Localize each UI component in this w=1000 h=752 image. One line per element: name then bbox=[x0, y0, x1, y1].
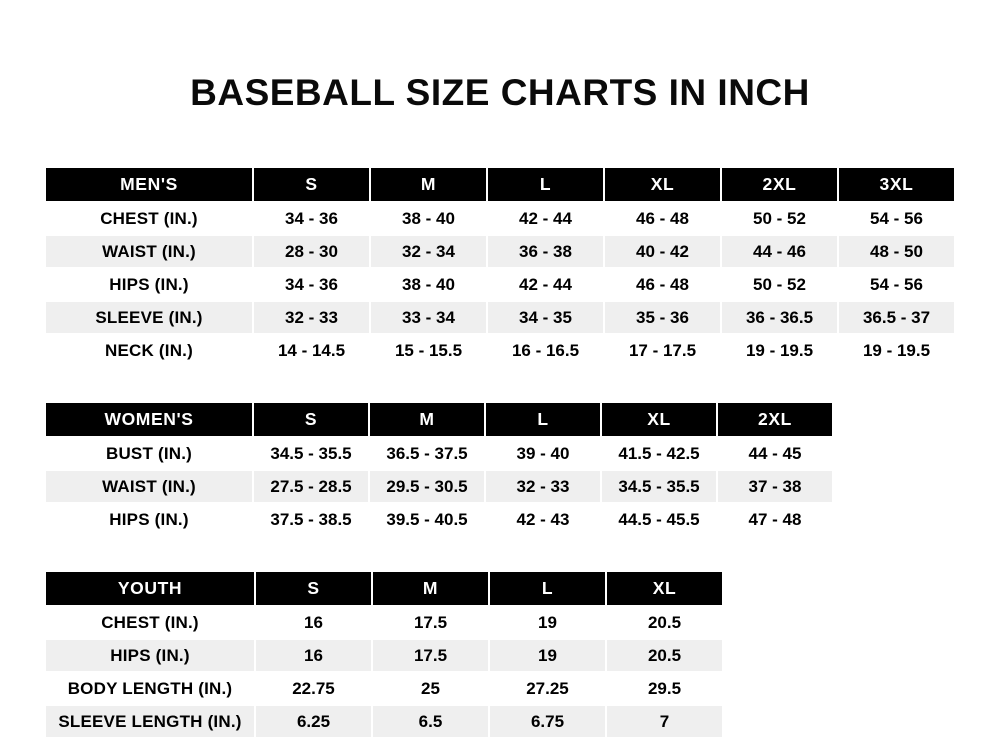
cell: 32 - 33 bbox=[485, 470, 601, 503]
table-row bbox=[45, 235, 955, 268]
cell: 48 - 50 bbox=[838, 235, 955, 268]
youth-header-s: S bbox=[255, 571, 372, 606]
table-row bbox=[45, 202, 955, 235]
cell: 50 - 52 bbox=[721, 202, 838, 235]
cell: 40 - 42 bbox=[604, 235, 721, 268]
youth-header-xl: XL bbox=[606, 571, 723, 606]
cell: 34.5 - 35.5 bbox=[253, 437, 369, 470]
mens-header-s: S bbox=[253, 167, 370, 202]
table-spacer bbox=[44, 537, 956, 570]
cell: 17.5 bbox=[372, 606, 489, 639]
cell: 32 - 34 bbox=[370, 235, 487, 268]
cell: 16 - 16.5 bbox=[487, 334, 604, 367]
row-label: HIPS (IN.) bbox=[45, 639, 255, 672]
cell: 38 - 40 bbox=[370, 268, 487, 301]
mens-header-l: L bbox=[487, 167, 604, 202]
table-row bbox=[45, 334, 955, 367]
cell: 34 - 36 bbox=[253, 202, 370, 235]
mens-header-category: MEN'S bbox=[45, 167, 253, 202]
cell: 29.5 - 30.5 bbox=[369, 470, 485, 503]
row-label: BODY LENGTH (IN.) bbox=[45, 672, 255, 705]
cell: 27.25 bbox=[489, 672, 606, 705]
mens-header-row bbox=[45, 167, 955, 202]
cell: 19 - 19.5 bbox=[721, 334, 838, 367]
cell: 17.5 bbox=[372, 639, 489, 672]
cell: 17 - 17.5 bbox=[604, 334, 721, 367]
youth-table-head bbox=[45, 571, 723, 606]
cell: 39 - 40 bbox=[485, 437, 601, 470]
cell: 39.5 - 40.5 bbox=[369, 503, 485, 536]
table-row bbox=[45, 503, 833, 536]
cell: 37 - 38 bbox=[717, 470, 833, 503]
cell: 42 - 43 bbox=[485, 503, 601, 536]
row-label: NECK (IN.) bbox=[45, 334, 253, 367]
table-row bbox=[45, 639, 723, 672]
cell: 33 - 34 bbox=[370, 301, 487, 334]
mens-header-3xl: 3XL bbox=[838, 167, 955, 202]
cell: 36 - 36.5 bbox=[721, 301, 838, 334]
cell: 54 - 56 bbox=[838, 268, 955, 301]
cell: 16 bbox=[255, 606, 372, 639]
womens-header-xl: XL bbox=[601, 402, 717, 437]
table-row bbox=[45, 301, 955, 334]
cell: 27.5 - 28.5 bbox=[253, 470, 369, 503]
table-row bbox=[45, 606, 723, 639]
cell: 44.5 - 45.5 bbox=[601, 503, 717, 536]
cell: 6.5 bbox=[372, 705, 489, 738]
table-row bbox=[45, 672, 723, 705]
row-label: WAIST (IN.) bbox=[45, 235, 253, 268]
cell: 41.5 - 42.5 bbox=[601, 437, 717, 470]
row-label: BUST (IN.) bbox=[45, 437, 253, 470]
cell: 47 - 48 bbox=[717, 503, 833, 536]
cell: 28 - 30 bbox=[253, 235, 370, 268]
table-row bbox=[45, 470, 833, 503]
womens-header-s: S bbox=[253, 402, 369, 437]
womens-header-l: L bbox=[485, 402, 601, 437]
mens-header-xl: XL bbox=[604, 167, 721, 202]
youth-header-m: M bbox=[372, 571, 489, 606]
mens-header-2xl: 2XL bbox=[721, 167, 838, 202]
cell: 32 - 33 bbox=[253, 301, 370, 334]
cell: 36.5 - 37.5 bbox=[369, 437, 485, 470]
youth-table-body bbox=[45, 606, 723, 738]
womens-table-body bbox=[45, 437, 833, 536]
row-label: HIPS (IN.) bbox=[45, 503, 253, 536]
womens-header-m: M bbox=[369, 402, 485, 437]
womens-header-category: WOMEN'S bbox=[45, 402, 253, 437]
cell: 22.75 bbox=[255, 672, 372, 705]
youth-header-category: YOUTH bbox=[45, 571, 255, 606]
cell: 19 bbox=[489, 606, 606, 639]
cell: 44 - 46 bbox=[721, 235, 838, 268]
cell: 19 - 19.5 bbox=[838, 334, 955, 367]
cell: 42 - 44 bbox=[487, 268, 604, 301]
cell: 6.25 bbox=[255, 705, 372, 738]
row-label: SLEEVE (IN.) bbox=[45, 301, 253, 334]
cell: 46 - 48 bbox=[604, 268, 721, 301]
cell: 34.5 - 35.5 bbox=[601, 470, 717, 503]
table-row bbox=[45, 705, 723, 738]
row-label: CHEST (IN.) bbox=[45, 202, 253, 235]
youth-header-row bbox=[45, 571, 723, 606]
mens-table-head bbox=[45, 167, 955, 202]
tables-container bbox=[0, 166, 1000, 739]
womens-header-row bbox=[45, 402, 833, 437]
cell: 36 - 38 bbox=[487, 235, 604, 268]
row-label: WAIST (IN.) bbox=[45, 470, 253, 503]
cell: 6.75 bbox=[489, 705, 606, 738]
youth-header-l: L bbox=[489, 571, 606, 606]
row-label: HIPS (IN.) bbox=[45, 268, 253, 301]
cell: 42 - 44 bbox=[487, 202, 604, 235]
cell: 15 - 15.5 bbox=[370, 334, 487, 367]
cell: 19 bbox=[489, 639, 606, 672]
cell: 54 - 56 bbox=[838, 202, 955, 235]
cell: 20.5 bbox=[606, 639, 723, 672]
youth-size-table bbox=[44, 570, 724, 739]
womens-table-head bbox=[45, 402, 833, 437]
womens-header-2xl: 2XL bbox=[717, 402, 833, 437]
cell: 37.5 - 38.5 bbox=[253, 503, 369, 536]
mens-table-body bbox=[45, 202, 955, 367]
cell: 7 bbox=[606, 705, 723, 738]
cell: 35 - 36 bbox=[604, 301, 721, 334]
cell: 29.5 bbox=[606, 672, 723, 705]
cell: 34 - 35 bbox=[487, 301, 604, 334]
cell: 44 - 45 bbox=[717, 437, 833, 470]
row-label: SLEEVE LENGTH (IN.) bbox=[45, 705, 255, 738]
table-row bbox=[45, 437, 833, 470]
row-label: CHEST (IN.) bbox=[45, 606, 255, 639]
table-row bbox=[45, 268, 955, 301]
cell: 38 - 40 bbox=[370, 202, 487, 235]
mens-size-table bbox=[44, 166, 956, 368]
cell: 20.5 bbox=[606, 606, 723, 639]
mens-header-m: M bbox=[370, 167, 487, 202]
cell: 36.5 - 37 bbox=[838, 301, 955, 334]
womens-size-table bbox=[44, 401, 834, 537]
cell: 25 bbox=[372, 672, 489, 705]
cell: 14 - 14.5 bbox=[253, 334, 370, 367]
cell: 50 - 52 bbox=[721, 268, 838, 301]
cell: 46 - 48 bbox=[604, 202, 721, 235]
cell: 16 bbox=[255, 639, 372, 672]
table-spacer bbox=[44, 368, 956, 401]
cell: 34 - 36 bbox=[253, 268, 370, 301]
page-title: BASEBALL SIZE CHARTS IN INCH bbox=[190, 72, 810, 113]
